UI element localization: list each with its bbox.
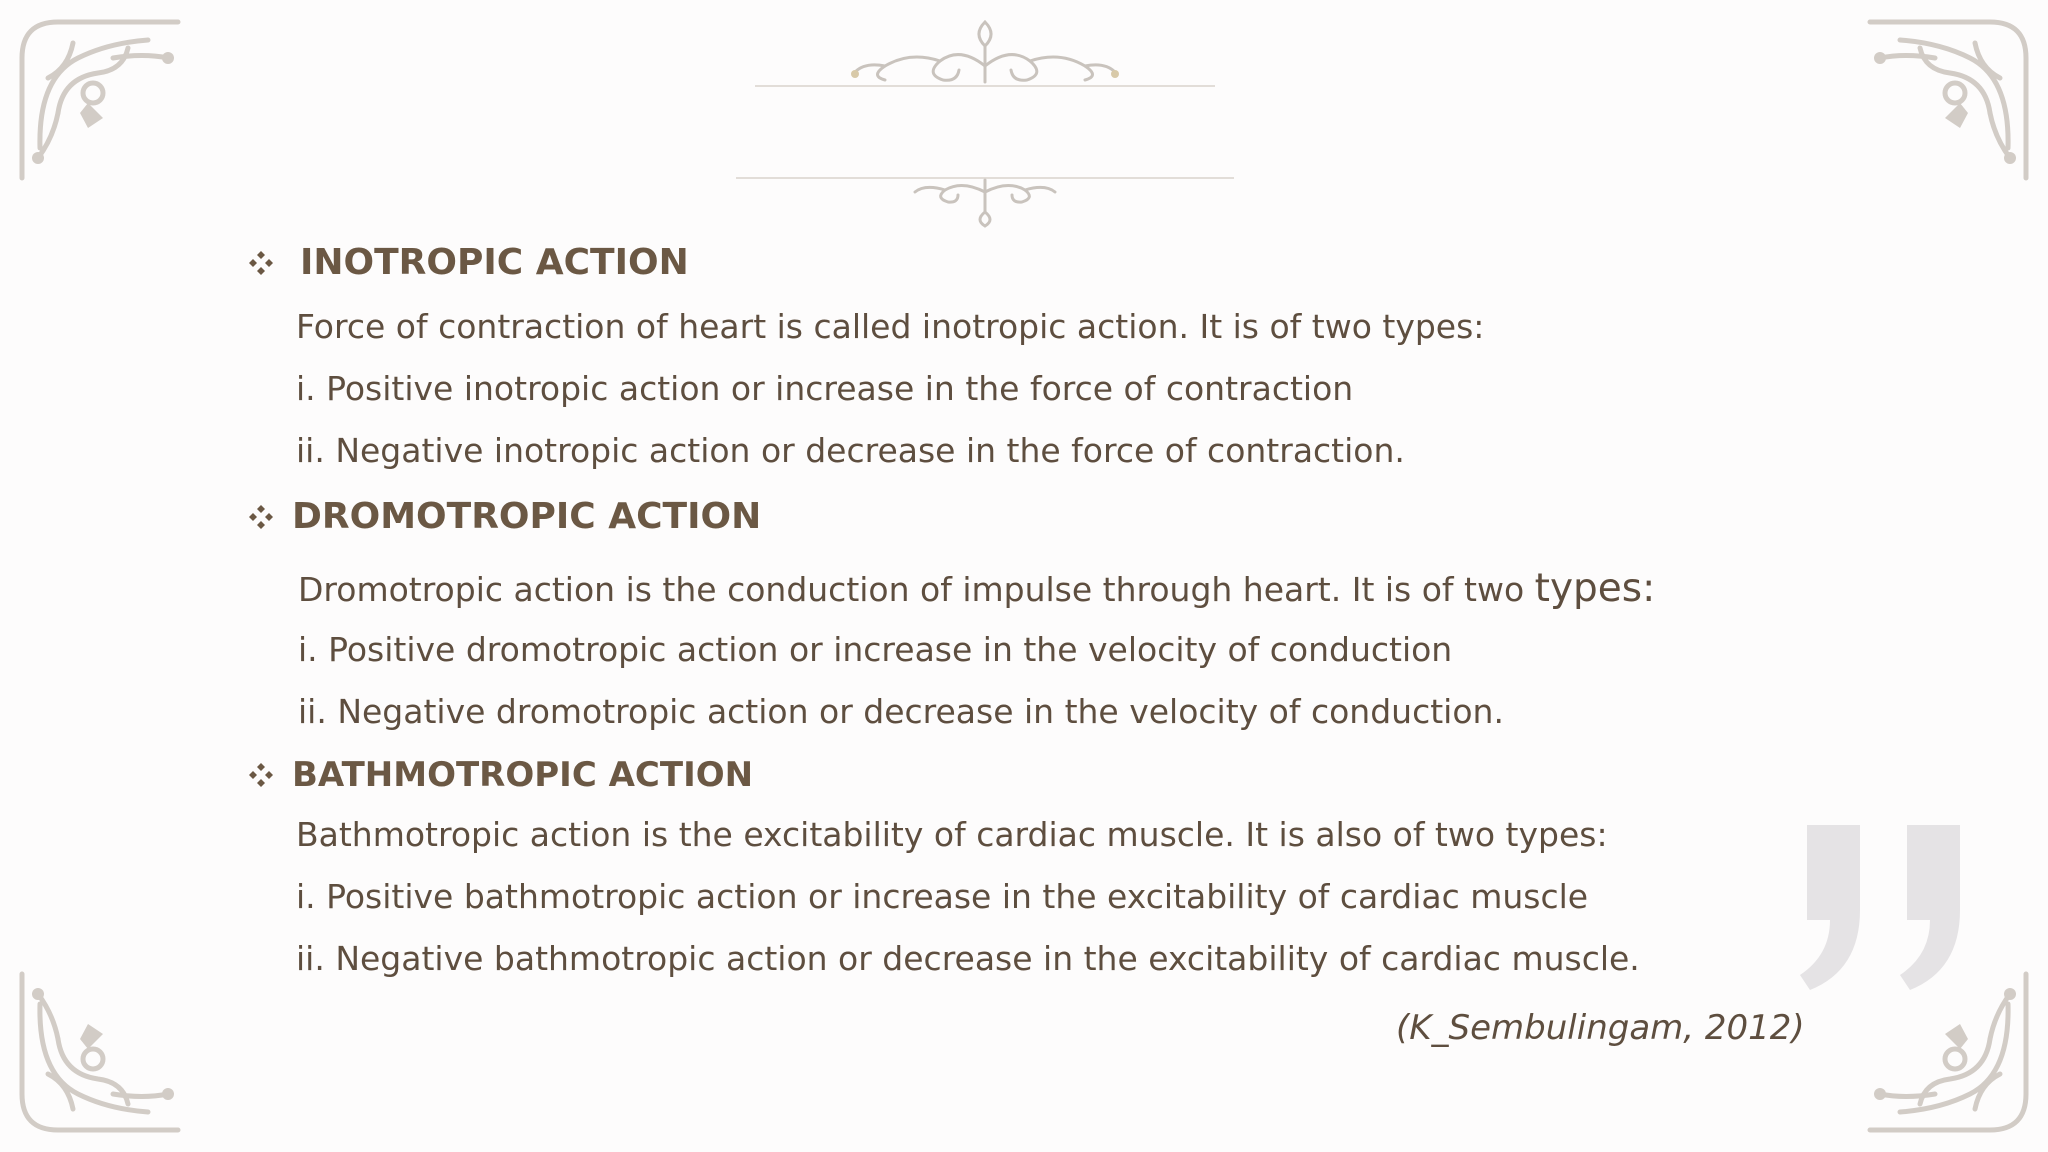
section-intro-last-word: types: (1534, 566, 1656, 611)
four-diamond-bullet-icon (246, 760, 276, 790)
section-intro: Bathmotropic action is the excitability of cardiac muscle. It is also of two types: (296, 815, 1608, 854)
corner-ornament-top-right (1865, 18, 2030, 183)
list-item: ii. Negative bathmotropic action or decrease in the excitability of cardiac muscle. (296, 939, 1640, 978)
list-item: i. Positive inotropic action or increase in the force of contraction (296, 369, 1354, 408)
list-item: i. Positive bathmotropic action or increase in the excitability of cardiac muscle (296, 877, 1589, 916)
list-item: i. Positive dromotropic action or increase in the velocity of conduction (298, 630, 1453, 669)
section-heading-text: BATHMOTROPIC ACTION (292, 755, 754, 795)
section-intro-text: Dromotropic action is the conduction of impulse through heart. It is of two (298, 570, 1535, 609)
four-diamond-bullet-icon (246, 502, 276, 532)
section-heading-text: DROMOTROPIC ACTION (292, 496, 762, 537)
section-heading-text: INOTROPIC ACTION (300, 242, 689, 283)
section-heading-bathmotropic (246, 755, 753, 795)
list-item: ii. Negative inotropic action or decrease in the force of contraction. (296, 431, 1405, 470)
list-item: ii. Negative dromotropic action or decrease in the velocity of conduction. (298, 692, 1504, 731)
section-heading-dromotropic (246, 496, 761, 537)
corner-ornament-bottom-left (18, 969, 183, 1134)
section-intro: Force of contraction of heart is called inotropic action. It is of two types: (296, 307, 1485, 346)
four-diamond-bullet-icon (246, 248, 276, 278)
citation: (K_Sembulingam, 2012) (1396, 1008, 1805, 1048)
closing-quote-icon (1795, 825, 1975, 995)
section-heading-inotropic (246, 242, 689, 283)
corner-ornament-top-left (18, 18, 183, 183)
content-body (246, 0, 1805, 1152)
section-intro (298, 566, 1655, 611)
